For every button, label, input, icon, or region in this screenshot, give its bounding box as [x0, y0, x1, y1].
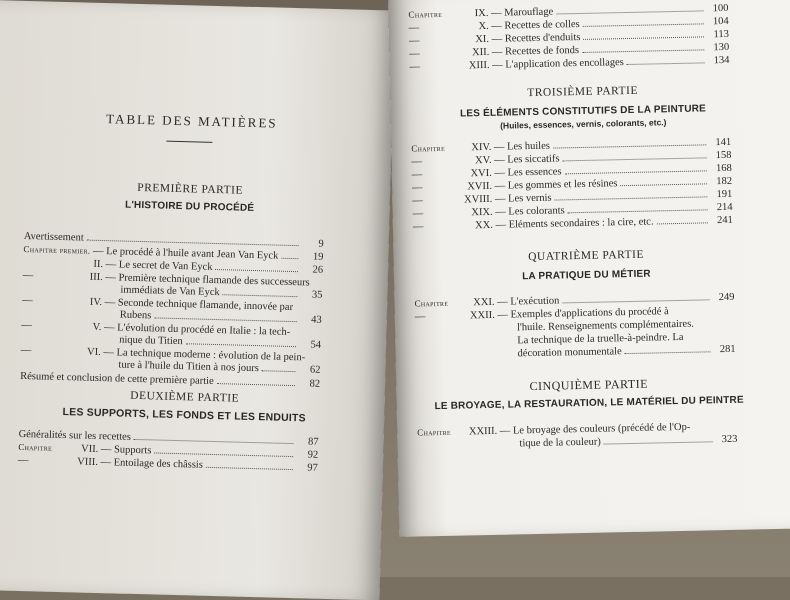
toc-entry-ch22-line1: l'huile. Renseignements complémentaires.	[516, 318, 694, 334]
part5-label: CINQUIÈME PARTIE	[529, 376, 649, 394]
toc-entry-ch22-line3: décoration monumentale 281	[517, 343, 736, 360]
right-page	[388, 0, 790, 537]
toc-entry-ch3-cont: immédiats de Van Eyck 35	[120, 284, 323, 301]
part1-label: PREMIÈRE PARTIE	[137, 181, 244, 197]
toc-entry-resume[interactable]: Résumé et conclusion de cette première partie 82	[20, 370, 321, 390]
running-header	[408, 0, 753, 2]
toc-entry-ch22-line2: La technique de la truelle-à-peindre. La	[517, 331, 684, 347]
toc-entry-ch8[interactable]: — VIII. — Entoilage des châssis 97	[17, 454, 318, 474]
title-rule	[166, 141, 212, 143]
part1-heading: L'HISTOIRE DU PROCÉDÉ	[124, 199, 255, 214]
toc-entry-ch14[interactable]: Chapitre XIV. — Les huiles 141	[411, 136, 732, 154]
part3-heading: LES ÉLÉMENTS CONSTITUTIFS DE LA PEINTURE	[459, 103, 707, 120]
toc-entry-ch4-cont: Rubens 43	[119, 309, 322, 326]
toc-entry-generalites[interactable]: Généralités sur les recettes 87	[18, 428, 319, 448]
toc-entry-ch3[interactable]: — III. — Première technique flamande des successeurs	[22, 269, 310, 289]
part2-label: DEUXIÈME PARTIE	[130, 389, 240, 405]
toc-entry-ch10[interactable]: — X. — Recettes de colles 104	[408, 15, 729, 34]
part3-label: TROISIÈME PARTIE	[527, 84, 639, 100]
toc-entry-ch15[interactable]: — XV. — Les siccatifs 158	[411, 149, 732, 168]
toc-entry-ch23-cont: tique de la couleur) 323	[519, 433, 738, 450]
toc-entry-ch16[interactable]: — XVI. — Les essences 168	[411, 162, 732, 181]
toc-entry-ch2[interactable]: II. — Le secret de Van Eyck 26	[93, 258, 324, 276]
toc-entry-ch23[interactable]: Chapitre XXIII. — Le broyage des couleurs (précédé de l'Op-	[417, 421, 691, 438]
part4-label: QUATRIÈME PARTIE	[528, 248, 645, 264]
toc-entry-ch9[interactable]: Chapitre IX. — Marouflage 100	[408, 2, 729, 20]
toc-entry-ch1[interactable]: Chapitre premier. — Le procédé à l'huile avant Jean Van Eyck 19	[23, 243, 324, 263]
toc-entry-ch20[interactable]: — XX. — Eléments secondaires : la cire, etc. 241	[412, 214, 733, 233]
toc-entry-avertissement[interactable]: Avertissement 9	[23, 230, 324, 250]
part4-heading: LA PRATIQUE DU MÉTIER	[522, 268, 651, 283]
toc-entry-ch13[interactable]: — XIII. — L'application des encollages 134	[409, 54, 730, 73]
toc-entry-ch12[interactable]: — XII. — Recettes de fonds 130	[409, 41, 730, 60]
toc-entry-ch18[interactable]: — XVIII. — Les vernis 191	[412, 188, 733, 207]
toc-entry-ch22[interactable]: — XXII. — Exemples d'applications du procédé à	[414, 306, 669, 323]
toc-entry-ch4[interactable]: — IV. — Seconde technique flamande, innovée par	[22, 294, 294, 314]
toc-entry-ch5[interactable]: — V. — L'évolution du procédé en Italie : la tech-	[21, 319, 291, 338]
toc-entry-ch6-cont: ture à l'huile du Titien à nos jours 62	[118, 359, 321, 376]
toc-entry-ch6[interactable]: — VI. — La technique moderne : évolution de la pein-	[20, 344, 306, 364]
left-content	[17, 1, 360, 474]
toc-entry-ch17[interactable]: — XVII. — Les gommes et les résines 182	[411, 175, 733, 194]
toc-entry-ch5-cont: nique du Titien 54	[119, 334, 322, 351]
part2-heading: LES SUPPORTS, LES FONDS ET LES ENDUITS	[62, 406, 306, 425]
part3-subheading: (Huiles, essences, vernis, colorants, etc.)	[500, 117, 667, 131]
toc-entry-ch7[interactable]: Chapitre VII. — Supports 92	[18, 441, 319, 461]
toc-entry-ch21[interactable]: Chapitre XXI. — L'exécution 249	[414, 291, 735, 309]
toc-entry-ch19[interactable]: — XIX. — Les colorants 214	[412, 201, 733, 220]
part5-heading: LE BROYAGE, LA RESTAURATION, LE MATÉRIEL DU PEINTRE	[434, 394, 744, 413]
toc-title: TABLE DES MATIÈRES	[106, 111, 278, 131]
toc-entry-ch11[interactable]: — XI. — Recettes d'enduits 113	[408, 28, 730, 47]
